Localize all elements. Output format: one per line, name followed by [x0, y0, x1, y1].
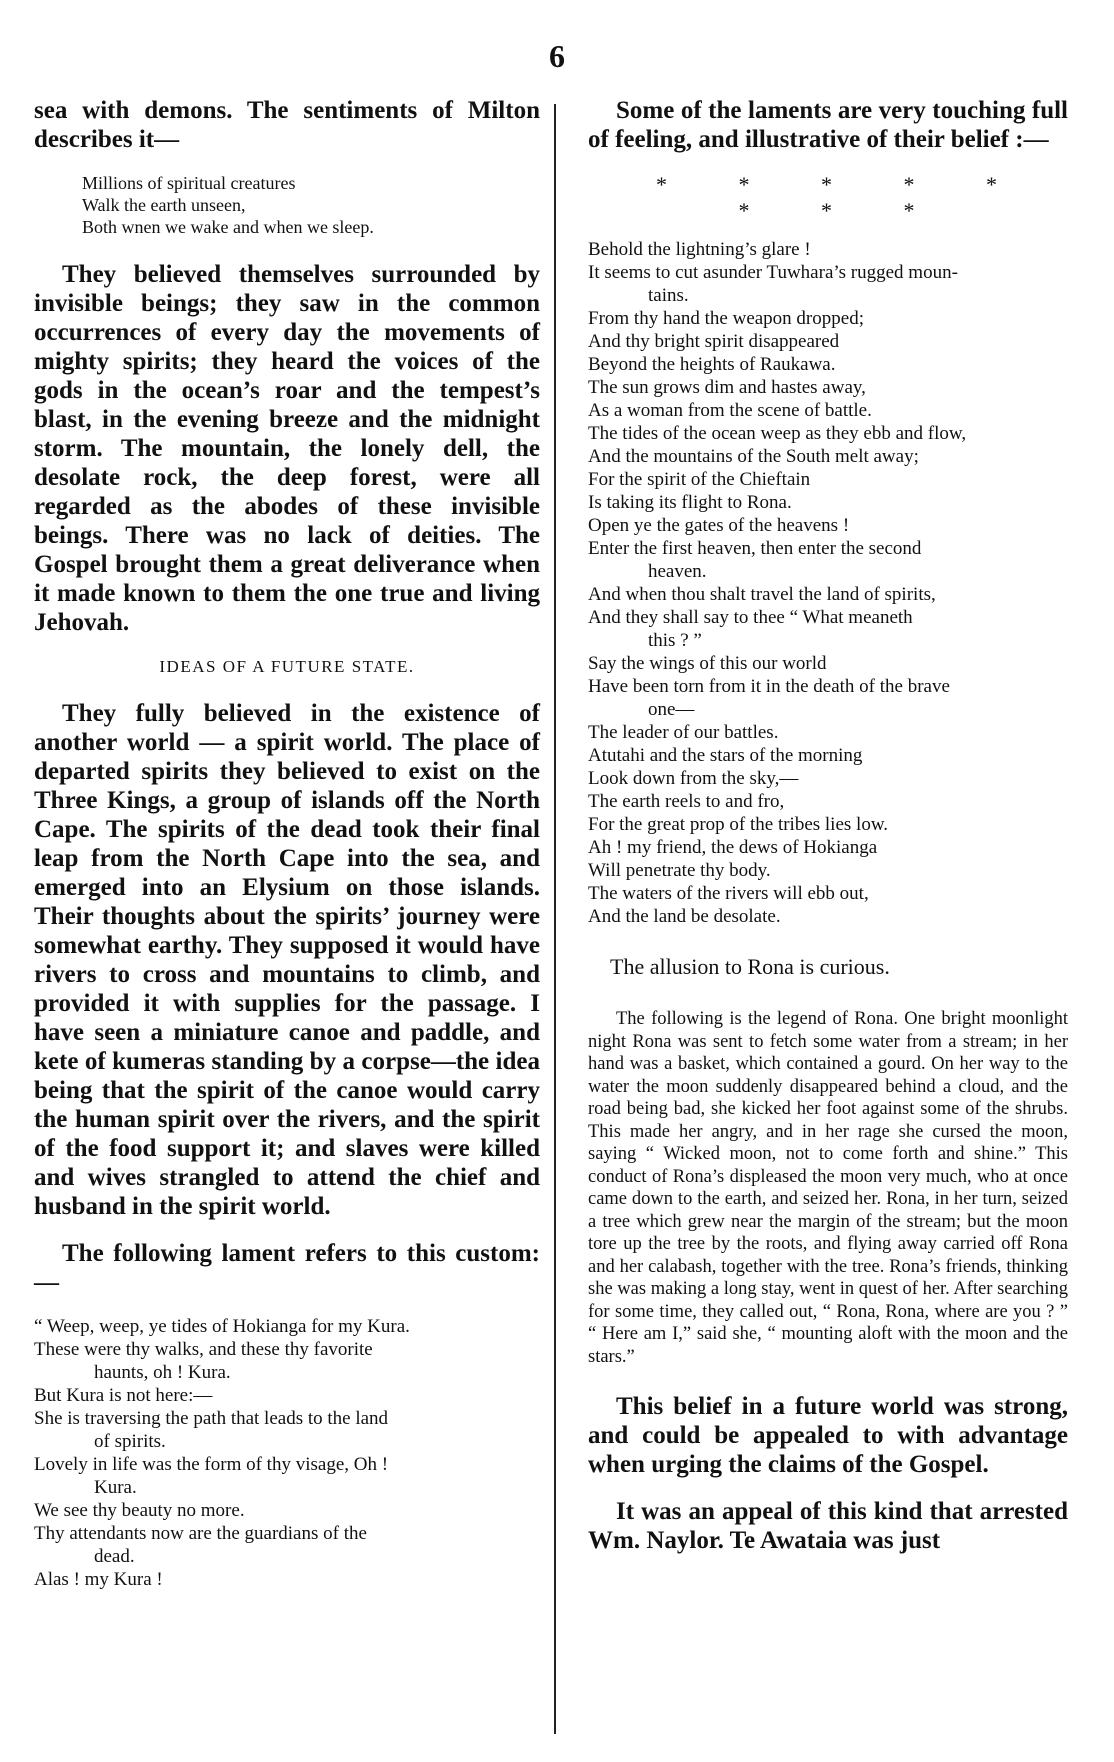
poem-line: And the mountains of the South melt away;	[588, 446, 919, 467]
poem-line: The earth reels to and fro,	[588, 791, 785, 812]
poem-line-continuation: tains.	[648, 285, 689, 306]
left-paragraph-4: The following lament refers to this custom:—	[34, 1240, 540, 1296]
left-paragraph-3: They fully believed in the existence of another world — a spirit world. The place of departed spirits they believed to exist on the Three Kings, a group of islands off the North Cape. The spirits of the dead took their final leap from the North Cape into the sea, and emerged into an Elysium on those islands. Their thoughts about the spirits’ journey were somewhat earthy. They supposed it would have rivers to cross and mountains to climb, and provided it with supplies for the passage. I have seen a miniature canoe and paddle, and kete of kumeras standing by a corpse—the idea being that the spirit of the canoe would carry the human spirit over the rivers, and the spirit of the food support it; and slaves were killed and wives strangled to attend the chief and husband in the spirit world.	[34, 700, 540, 1220]
poem-line: Thy attendants now are the guardians of the	[34, 1523, 367, 1544]
left-column	[34, 96, 540, 1617]
poem-line: The waters of the rivers will ebb out,	[588, 883, 869, 904]
poem-line-continuation: Kura.	[94, 1477, 137, 1498]
poem-line: And thy bright spirit disappeared	[588, 331, 840, 352]
poem-line-continuation: dead.	[94, 1546, 135, 1567]
quote-line: Both wnen we wake and when we sleep.	[82, 217, 374, 237]
poem-line: It seems to cut asunder Tuwhara’s rugged moun-	[588, 262, 958, 283]
column-divider	[554, 104, 556, 1734]
poem-line: Enter the first heaven, then enter the second	[588, 538, 922, 559]
poem-line: Ah ! my friend, the dews of Hokianga	[588, 837, 878, 858]
right-paragraph-4: This belief in a future world was strong, and could be appealed to with advantage when urging the claims of the Gospel.	[588, 1393, 1068, 1478]
poem-line: From thy hand the weapon dropped;	[588, 308, 864, 329]
poem-line: But Kura is not here:—	[34, 1385, 213, 1406]
right-paragraph-2: The allusion to Rona is curious.	[610, 954, 890, 979]
poem-line: The sun grows dim and hastes away,	[588, 377, 866, 398]
poem-line: Open ye the gates of the heavens !	[588, 515, 850, 536]
poem-line: And they shall say to thee “ What meaneth	[588, 607, 913, 628]
poem-line: For the great prop of the tribes lies low.	[588, 814, 889, 835]
quote-line: Millions of spiritual creatures	[82, 173, 296, 193]
poem-line: Look down from the sky,—	[588, 768, 799, 789]
right-paragraph-5: It was an appeal of this kind that arrested Wm. Naylor. Te Awataia was just	[588, 1498, 1068, 1554]
poem-line: Atutahi and the stars of the morning	[588, 745, 863, 766]
right-paragraph-1: Some of the laments are very touching full of feeling, and illustrative of their belief :—	[588, 97, 1068, 153]
poem-line: For the spirit of the Chieftain	[588, 469, 811, 490]
rona-legend: The following is the legend of Rona. One bright moonlight night Rona was sent to fetch some water from a stream; in her hand was a basket, which contained a gourd. On her way to the water the moon suddenly disappeared behind a cloud, and the road being bad, she kicked her foot against some of the shrubs. This made her angry, and in her rage she cursed the moon, saying “ Wicked moon, not to come forth and shine.” This conduct of Rona’s displeased the moon very much, who at once came down to the earth, and seized her. Rona, in her turn, seized a tree which grew near the margin of the stream; but the moon tore up the tree by the roots, and flying away carried off Rona and her calabash, together with the tree. Rona’s friends, thinking she was making a long stay, went in quest of her. After searching for some time, they called out, “ Rona, Rona, where are you ? ” “ Here am I,” said she, “ mounting aloft with the moon and the stars.”	[588, 1009, 1068, 1367]
poem-line: She is traversing the path that leads to the land	[34, 1408, 389, 1429]
poem-line-continuation: this ? ”	[648, 630, 702, 651]
poem-line: Is taking its flight to Rona.	[588, 492, 792, 513]
poem-line: And when thou shalt travel the land of spirits,	[588, 584, 936, 605]
poem-line: The tides of the ocean weep as they ebb and flow,	[588, 423, 967, 444]
poem-line: As a woman from the scene of battle.	[588, 400, 872, 421]
left-paragraph-1: sea with demons. The sentiments of Milton describes it—	[34, 97, 540, 153]
poem-line: Behold the lightning’s glare !	[588, 239, 811, 260]
poem-line-continuation: haunts, oh ! Kura.	[94, 1362, 231, 1383]
poem-line-continuation: of spirits.	[94, 1431, 166, 1452]
kura-lament	[34, 1315, 540, 1591]
poem-line: “ Weep, weep, ye tides of Hokianga for my Kura.	[34, 1316, 410, 1337]
poem-line-continuation: one—	[648, 699, 695, 720]
poem-line: And the land be desolate.	[588, 906, 781, 927]
right-column	[588, 96, 1068, 1573]
poem-line: We see thy beauty no more.	[34, 1500, 245, 1521]
poem-line-continuation: heaven.	[648, 561, 707, 582]
milton-quote	[82, 172, 540, 238]
page-number: 6	[549, 38, 565, 74]
poem-line: Beyond the heights of Raukawa.	[588, 354, 836, 375]
poem-line: Have been torn from it in the death of the brave	[588, 676, 950, 697]
section-heading: IDEAS OF A FUTURE STATE.	[159, 657, 415, 676]
poem-line: The leader of our battles.	[588, 722, 779, 743]
poem-line: These were thy walks, and these thy favorite	[34, 1339, 373, 1360]
poem-line: Say the wings of this our world	[588, 653, 827, 674]
poem-line: Alas ! my Kura !	[34, 1569, 163, 1590]
poem-line: Will penetrate thy body.	[588, 860, 771, 881]
section-stars: * * * * * * * *	[656, 172, 1030, 223]
chieftain-lament	[588, 238, 1068, 928]
quote-line: Walk the earth unseen,	[82, 195, 246, 215]
left-paragraph-2: They believed themselves surrounded by invisible beings; they saw in the common occurrences of every day the movements of mighty spirits; they heard the voices of the gods in the ocean’s roar and the tempest’s blast, in the evening breeze and the midnight storm. The mountain, the lonely dell, the desolate rock, the deep forest, were all regarded as the abodes of these invisible beings. There was no lack of deities. The Gospel brought them a great deliverance when it made known to them the one true and living Jehovah.	[34, 261, 540, 636]
poem-line: Lovely in life was the form of thy visage, Oh !	[34, 1454, 389, 1475]
